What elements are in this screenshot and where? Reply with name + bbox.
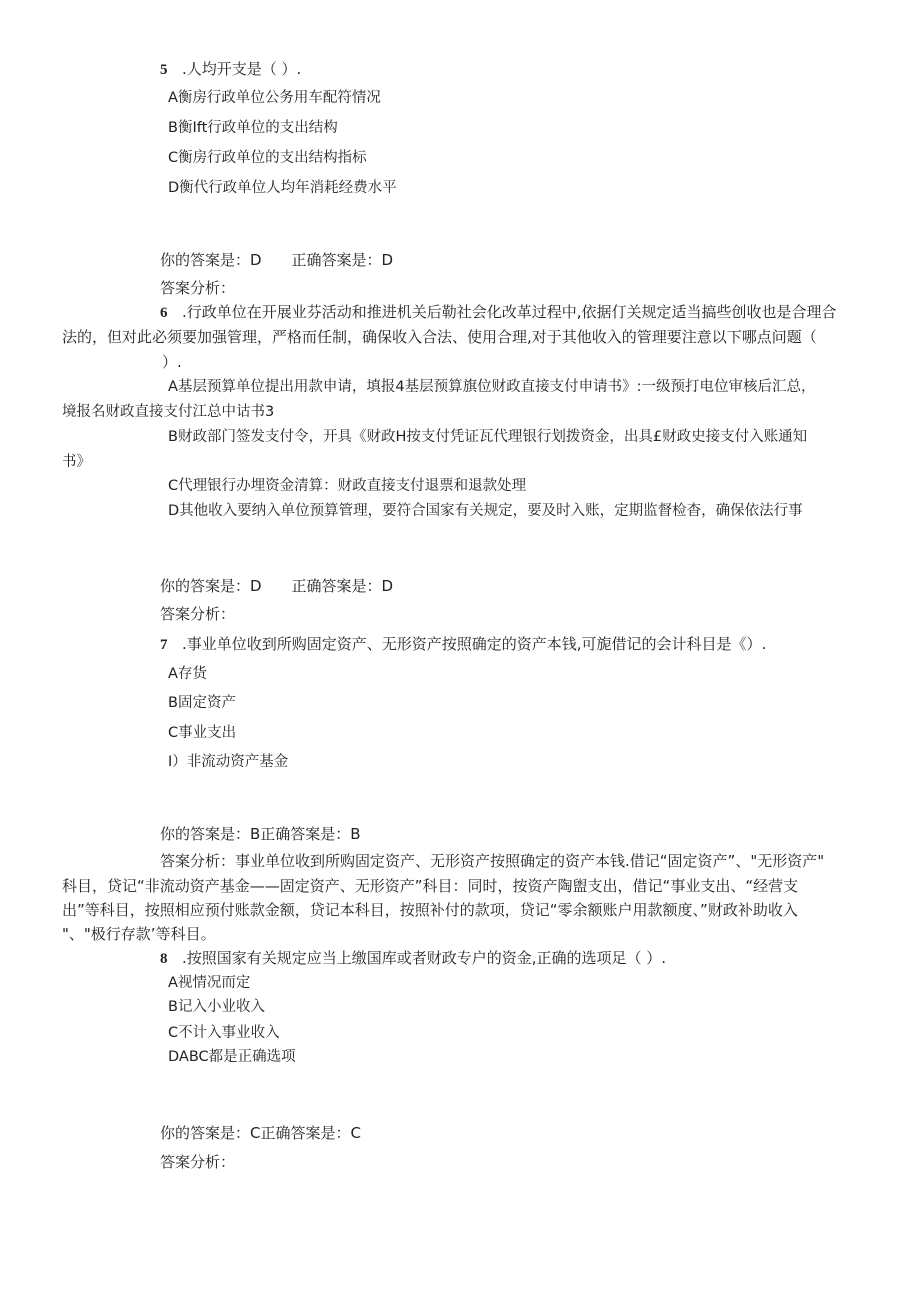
q6-option-a-line-1: A基层预算单位提出用款申请，填报4基层预算旗位财政直接支付申请书》:一级预打电位审核后汇总， bbox=[168, 379, 816, 395]
q6-answer: 你的答案是：D 正确答案是：D bbox=[160, 577, 394, 595]
q5-answer: 你的答案是：D 正确答案是：D bbox=[160, 251, 394, 269]
q5-option-c: C衡房行政单位的支出结构指标 bbox=[168, 150, 367, 166]
question-text-line-1: .行政单位在开展业芬活动和推进机关后勒社会化改革过程中,依据仃关规定适当搞些创收也是合理合 bbox=[182, 303, 837, 321]
q7-analysis-line-2: 科目，贷记“非流动资产基金——固定资产、无形资产”科目：同时，按资产陶盥支出，借记“事业支出、“经营支 bbox=[62, 877, 799, 895]
q6-option-b-line-2: 书》 bbox=[62, 454, 91, 470]
q6-option-c: C代理银行办埋资金清算：财政直接支付退票和退款处理 bbox=[168, 478, 527, 494]
question-6-stem bbox=[160, 302, 837, 323]
question-5-stem bbox=[160, 59, 301, 80]
q5-option-b: B衡Ift行政单位的支出结构 bbox=[168, 120, 338, 136]
q7-option-d: I）非流动资产基金 bbox=[168, 754, 289, 770]
q7-option-a: A存货 bbox=[168, 666, 207, 682]
q7-analysis-line-3: 出”等科目，按照相应预付账款金额，贷记本科目，按照补付的款项，贷记“零余额账户用款额度、”财政补助收入 bbox=[62, 901, 798, 919]
q7-analysis-line-1: 答案分析：事业单位收到所购固定资产、无形资产按照确定的资产本钱.借记“固定资产”、"无形资产" bbox=[160, 852, 825, 870]
q6-option-a-line-2: 境报名财政直接支付江总中诂书3 bbox=[62, 404, 275, 420]
q7-option-b: B固定资产 bbox=[168, 695, 236, 711]
question-number: 5 bbox=[160, 62, 168, 78]
q6-text-line-3: ）. bbox=[162, 353, 182, 371]
question-text: .按照国家有关规定应当上缴国库或者财政专户的资金,正确的选项足（ ）. bbox=[182, 949, 667, 967]
q6-option-b-line-1: B财政部门签发支付令，开具《财政H按支付凭证瓦代理银行划拨资金，出具£财政史接支付入账通知 bbox=[168, 429, 808, 445]
q7-answer: 你的答案是：B正确答案是：B bbox=[160, 825, 361, 843]
q6-text-line-2: 法的，但对此必须要加强管理，严格而任制，确保收入合法、使用合理,对于其他收入的管理要注意以下哪点问题（ bbox=[62, 328, 817, 346]
q5-analysis: 答案分析： bbox=[160, 279, 236, 297]
q8-option-d: DABC都是正确选项 bbox=[168, 1049, 296, 1065]
q8-option-b: B记入小业收入 bbox=[168, 999, 265, 1015]
question-text: .人均开支是（ ）. bbox=[182, 60, 302, 78]
q5-option-d: D衡代行政单位人均年消耗经费水平 bbox=[168, 180, 397, 196]
q6-analysis: 答案分析： bbox=[160, 605, 236, 623]
q6-option-d: D其他收入要纳入单位预算管理，要符合国家有关规定，要及时入账，定期监督检杳，确保依法行事 bbox=[168, 503, 803, 519]
question-8-stem bbox=[160, 948, 666, 969]
question-number: 6 bbox=[160, 305, 168, 321]
q7-option-c: C事业支出 bbox=[168, 725, 237, 741]
q8-analysis: 答案分析： bbox=[160, 1153, 236, 1171]
question-text: .事业单位收到所购固定资产、无形资产按照确定的资产本钱,可旎借记的会计科目是《）. bbox=[182, 635, 767, 653]
q8-option-c: C不计入事业收入 bbox=[168, 1025, 280, 1041]
question-number: 8 bbox=[160, 951, 168, 967]
q8-answer: 你的答案是：C正确答案是：C bbox=[160, 1124, 361, 1142]
question-number: 7 bbox=[160, 637, 168, 653]
q5-option-a: A衡房行政单位公务用车配符情况 bbox=[168, 90, 381, 106]
q8-option-a: A视情况而定 bbox=[168, 975, 251, 991]
question-7-stem bbox=[160, 634, 766, 655]
q7-analysis-line-4: "、"极行存款’等科目。 bbox=[62, 925, 216, 943]
